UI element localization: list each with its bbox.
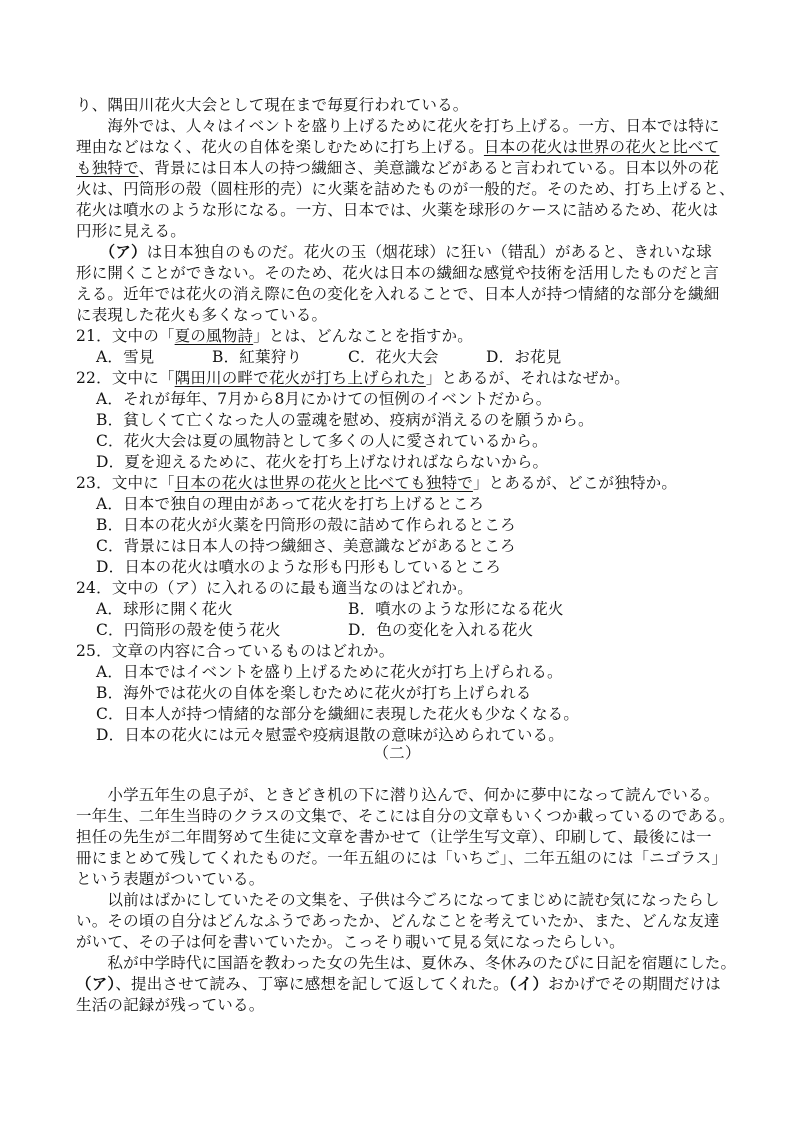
question-24-option-b: B．噴水のような形になる花火 xyxy=(348,600,564,618)
question-25-option-d: D．日本の花火には元々慰霊や疫病退散の意味が込められている。 xyxy=(96,726,564,744)
passage1-line-3: 理由などはなく、花火の自体を楽しむために打ち上げる。日本の花火は世界の花火と比べて xyxy=(76,138,720,156)
question-22-option-b: B．貧しくて亡くなった人の霊魂を慰め、疫病が消えるのを願うから。 xyxy=(96,411,594,429)
question-23-option-b: B．日本の花火が火薬を円筒形の殻に詰めて作られるところ xyxy=(96,516,516,534)
underlined-phrase: 夏の風物詩 xyxy=(174,327,254,345)
passage1-line-8: （ア）は日本独自のものだ。花火の玉（烟花球）に狂い（错乱）があると、きれいな球 xyxy=(107,242,712,261)
passage2-line-7: い。その頃の自分はどんなふうであったか、どんなことを考えていたか、また、どんな友達 xyxy=(76,912,720,930)
question-22-stem: 22．文中に「隅田川の畔で花火が打ち上げられた」とあるが、それはなぜか。 xyxy=(76,369,630,387)
section-heading: （二） xyxy=(373,744,421,762)
passage1-line-1: り、隅田川花火大会として現在まで毎夏行われている。 xyxy=(76,96,469,114)
passage2-line-10: （ア）、提出させて読み、丁寧に感想を記して返してくれた。（イ）おかげでその期間だけは xyxy=(76,974,721,993)
passage1-line-5: 火は、円筒形の殻（圆柱形的壳）に火薬を詰めたものが一般的だ。そのため、打ち上げると、 xyxy=(76,180,735,198)
passage1-line-10: える。近年では花火の消え際に色の変化を入れることで、日本人が持つ情緒的な部分を繊細 xyxy=(76,285,720,303)
passage2-line-8: がいて、その子は何を書いていたか。こっそり覗いて見る気になったらしい。 xyxy=(76,933,625,951)
question-24-stem: 24．文中の（ア）に入れるのに最も適当なのはどれか。 xyxy=(76,579,473,597)
passage2-line-6: 以前はばかにしていたその文集を、子供は今ごろになってまじめに読む気になったらし xyxy=(76,891,720,909)
underlined-phrase: 隅田川の畔で花火が打ち上げられた xyxy=(174,369,426,387)
question-22-option-c: C．花火大会は夏の風物詩として多くの人に愛されているから。 xyxy=(96,432,548,450)
question-21-option-d: D．お花見 xyxy=(486,348,562,366)
passage2-line-1: 小学五年生の息子が、ときどき机の下に潜り込んで、何かに夢中になって読んでいる。 xyxy=(76,786,720,804)
question-21-stem: 21．文中の「夏の風物詩」とは、どんなことを指すか。 xyxy=(76,327,473,345)
question-23-option-c: C．背景には日本人の持つ繊細さ、美意識などがあるところ xyxy=(96,537,516,555)
question-24-option-c: C．円筒形の殻を使う花火 xyxy=(96,621,281,639)
underlined-phrase: 日本の花火は世界の花火と比べて xyxy=(483,138,720,156)
question-22-option-a: A．それが毎年、7月から8月にかけての恒例のイベントだから。 xyxy=(96,390,552,408)
question-23-option-a: A．日本で独自の理由があって花火を打ち上げるところ xyxy=(96,495,485,513)
passage2-line-3: 担任の先生が二年間努めて生徒に文章を書かせて（让学生写文章）、印刷して、最後には一 xyxy=(76,828,712,846)
blank-marker-i: （イ） xyxy=(508,974,549,993)
passage1-line-4: も独特で、背景には日本人の持つ繊細さ、美意識などがあると言われている。日本以外の花 xyxy=(76,159,719,177)
passage2-line-4: 冊にまとめて残してくれたものだ。一年五組のには「いちご」、二年五組のには「ニゴラス」 xyxy=(76,849,728,867)
question-25-option-b: B．海外では花火の自体を楽しむために花火が打ち上げられる xyxy=(96,684,532,702)
passage1-line-7: 円形に見える。 xyxy=(76,222,186,240)
underlined-phrase: も独特で xyxy=(76,159,139,177)
question-21-option-b: B．紅葉狩り xyxy=(212,348,303,366)
underlined-phrase: 日本の花火は世界の花火と比べても独特で xyxy=(174,474,473,492)
passage1-line-6: 花火は噴水のような形になる。一方、日本では、火薬を球形のケースに詰めるため、花火は xyxy=(76,201,719,219)
passage1-line-2: 海外では、人々はイベントを盛り上げるために花火を打ち上げる。一方、日本では特に xyxy=(76,117,720,135)
passage2-line-11: 生活の記録が残っている。 xyxy=(76,996,265,1014)
passage1-line-9: 形に開くことができない。そのため、花火は日本の繊細な感覚や技術を活用したものだと言 xyxy=(76,264,720,282)
question-25-option-c: C．日本人が持つ情緒的な部分を繊細に表現した花火も少なくなる。 xyxy=(96,705,580,723)
question-24-option-a: A．球形に開く花火 xyxy=(96,600,233,618)
passage1-line-11: に表現した花火も多くなっている。 xyxy=(76,306,328,324)
blank-marker-a: （ア） xyxy=(76,974,116,993)
question-25-stem: 25．文章の内容に合っているものはどれか。 xyxy=(76,642,395,660)
passage2-line-5: という表題がついている。 xyxy=(76,870,265,888)
question-23-option-d: D．日本の花火は噴水のような形も円形もしているところ xyxy=(96,558,502,576)
question-25-option-a: A．日本ではイベントを盛り上げるために花火が打ち上げられる。 xyxy=(96,663,563,681)
question-24-option-d: D．色の変化を入れる花火 xyxy=(348,621,534,639)
passage2-line-2: 一年生、二年生当時のクラスの文集で、そこには自分の文章もいくつか載っているのである。 xyxy=(76,807,735,825)
question-21-option-c: C．花火大会 xyxy=(348,348,439,366)
passage2-line-9: 私が中学時代に国語を教わった女の先生は、夏休み、冬休みのたびに日記を宿題にした。 xyxy=(76,954,737,972)
blank-marker-a: （ア） xyxy=(107,242,147,261)
question-23-stem: 23．文中に「日本の花火は世界の花火と比べても独特で」とあるが、どこが独特か。 xyxy=(76,474,678,492)
question-21-option-a: A．雪見 xyxy=(96,348,155,366)
question-22-option-d: D．夏を迎えるために、花火を打ち上げなければならないから。 xyxy=(96,453,549,471)
